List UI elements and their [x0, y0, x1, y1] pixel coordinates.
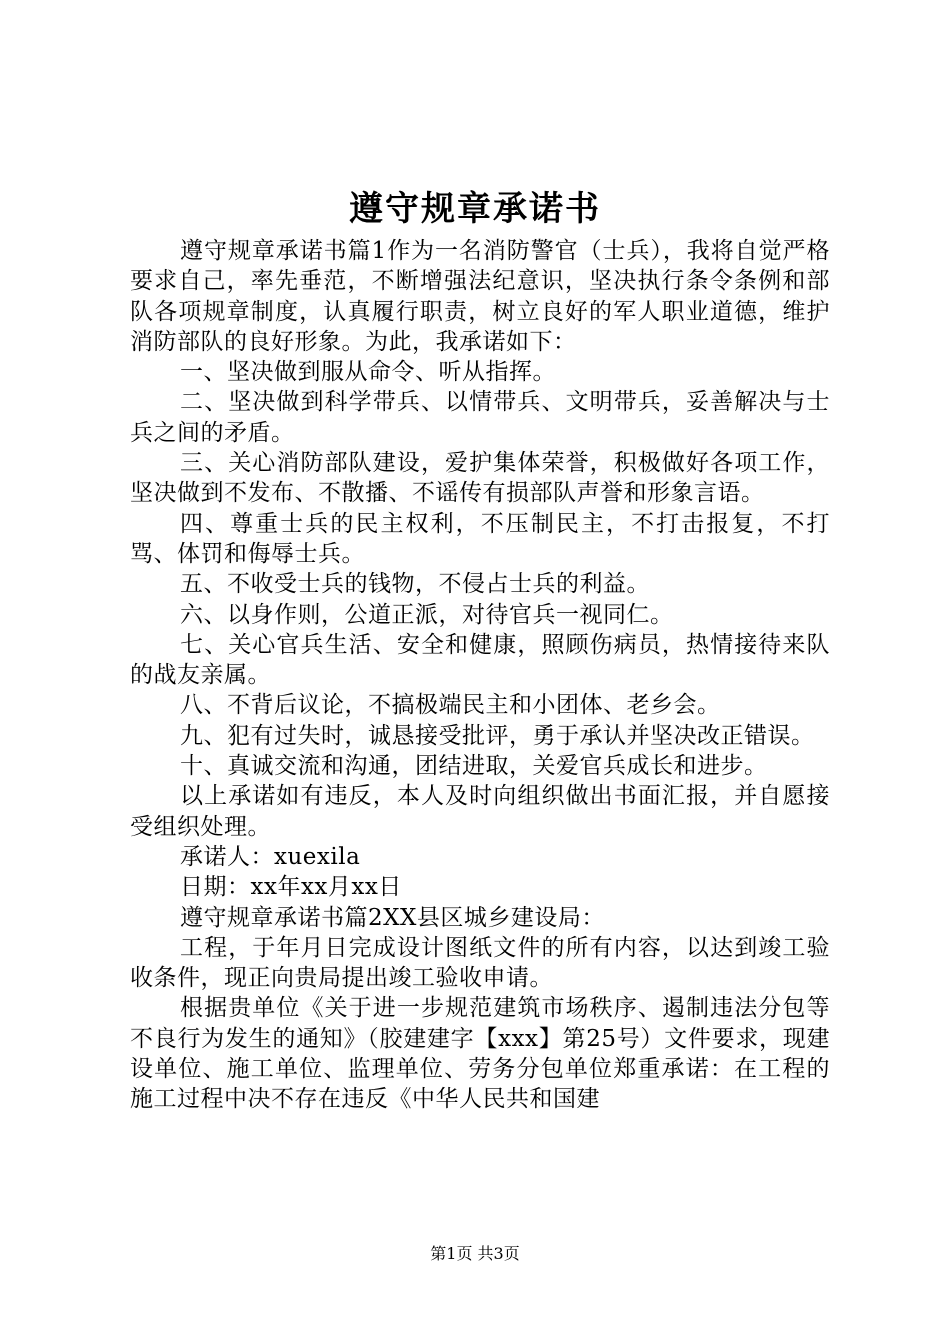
paragraph-item-4: 四、尊重士兵的民主权利，不压制民主，不打击报复，不打骂、体罚和侮辱士兵。 [130, 510, 830, 567]
paragraph-item-6: 六、以身作则，公道正派，对待官兵一视同仁。 [180, 601, 674, 628]
section-2-paragraph-2: 根据贵单位《关于进一步规范建筑市场秩序、遏制违法分包等不良行为发生的通知》（胶建建字【xxx】第25号）文件要求，现建设单位、施工单位、监理单位、劳务分包单位郑重承诺：在工程的施工过程中决不存在违反《中华人民共和国建 [130, 995, 830, 1113]
section-2-heading: 遵守规章承诺书篇2XX县区城乡建设局： [180, 904, 605, 931]
paragraph-item-9: 九、犯有过失时，诚恳接受批评，勇于承认并坚决改正错误。 [180, 722, 815, 749]
date-line: 日期：xx年xx月xx日 [180, 874, 402, 901]
section-2-paragraph-1: 工程，于年月日完成设计图纸文件的所有内容，以达到竣工验收条件，现正向贵局提出竣工验收申请。 [130, 934, 830, 992]
paragraph-closing: 以上承诺如有违反，本人及时向组织做出书面汇报，并自愿接受组织处理。 [130, 783, 830, 840]
paragraph-intro: 遵守规章承诺书篇1作为一名消防警官（士兵），我将自觉严格要求自己，率先垂范，不断增强法纪意识，坚决执行条令条例和部队各项规章制度，认真履行职责，树立良好的军人职业道德，维护消防部队的良好形象。为此，我承诺如下： [130, 238, 830, 355]
signatory-line: 承诺人：xuexila [180, 843, 361, 870]
paragraph-item-10: 十、真诚交流和沟通，团结进取，关爱官兵成长和进步。 [180, 753, 768, 780]
document-body [130, 236, 830, 1115]
paragraph-item-3: 三、关心消防部队建设，爱护集体荣誉，积极做好各项工作，坚决做到不发布、不散播、不谣传有损部队声誉和形象言语。 [130, 450, 830, 507]
paragraph-item-8: 八、不背后议论，不搞极端民主和小团体、老乡会。 [180, 692, 721, 719]
document-title: 遵守规章承诺书 [349, 189, 601, 229]
paragraph-item-5: 五、不收受士兵的钱物，不侵占士兵的利益。 [180, 571, 650, 598]
paragraph-item-7: 七、关心官兵生活、安全和健康，照顾伤病员，热情接待来队的战友亲属。 [130, 631, 830, 689]
paragraph-item-1: 一、坚决做到服从命令、听从指挥。 [180, 359, 556, 386]
paragraph-item-2: 二、坚决做到科学带兵、以情带兵、文明带兵，妥善解决与士兵之间的矛盾。 [130, 389, 830, 446]
page-number-footer: 第1页 共3页 [430, 1244, 520, 1263]
